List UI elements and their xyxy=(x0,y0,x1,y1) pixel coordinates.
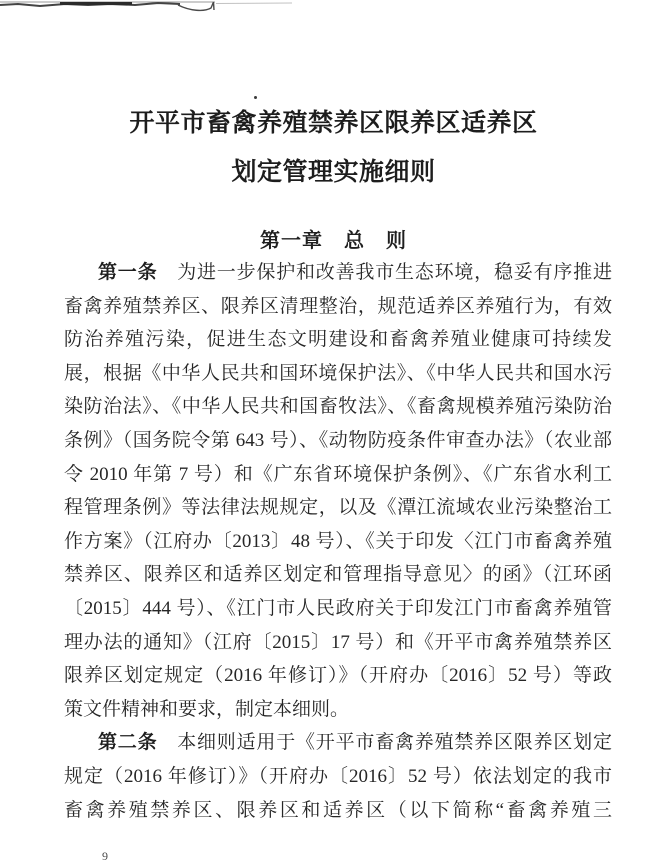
body-line: 第一条 为进一步保护和改善我市生态环境，稳妥有序推进 xyxy=(98,262,612,283)
document-title-line2: 划定管理实施细则 xyxy=(231,158,436,186)
body-line: 第二条 本细则适用于《开平市畜禽养殖禁养区限养区划定 xyxy=(98,732,612,754)
article-label: 第一条 xyxy=(98,262,158,283)
body-line: 展，根据《中华人民共和国环境保护法》、《中华人民共和国水污 xyxy=(64,362,612,384)
body-line: 作方案》（江府办〔2013〕48 号）、《关于印发〈江门市畜禽养殖 xyxy=(64,530,612,552)
scan-edge-artifact xyxy=(0,0,310,18)
body-line: 限养区划定规定（2016 年修订）》（开府办〔2016〕52 号）等政 xyxy=(64,665,612,687)
scan-speck xyxy=(254,96,257,99)
body-line: 条例》（国务院令第 643 号）、《动物防疫条件审查办法》（农业部 xyxy=(64,429,612,451)
body-line: 禁养区、限养区和适养区划定和管理指导意见〉的函》（江环函 xyxy=(64,564,612,586)
body-line: 畜禽养殖禁养区、限养区清理整治，规范适养区养殖行为，有效 xyxy=(64,295,612,317)
document-body xyxy=(64,256,612,827)
body-line: 令 2010 年第 7 号）和《广东省环境保护条例》、《广东省水利工 xyxy=(64,463,612,485)
body-line: 染防治法》、《中华人民共和国畜牧法》、《畜禽规模养殖污染防治 xyxy=(64,396,612,418)
body-line: 策文件精神和要求，制定本细则。 xyxy=(64,698,350,720)
body-line: 规定（2016 年修订）》（开府办〔2016〕52 号）依法划定的我市 xyxy=(64,765,612,787)
body-line: 程管理条例》等法律法规规定，以及《潭江流域农业污染整治工 xyxy=(64,497,612,519)
body-line: 〔2015〕444 号）、《江门市人民政府关于印发江门市畜禽养殖管 xyxy=(64,597,612,619)
chapter-heading: 第一章 总 则 xyxy=(260,230,407,252)
document-title-line1: 开平市畜禽养殖禁养区限养区适养区 xyxy=(129,109,538,137)
body-line: 畜禽养殖禁养区、限养区和适养区（以下简称“畜禽养殖三 xyxy=(64,799,612,821)
body-line: 理办法的通知》（江府〔2015〕17 号）和《开平市禽养殖禁养区 xyxy=(64,631,612,653)
page-number-fragment: 9 xyxy=(102,849,108,863)
body-line: 防治养殖污染，促进生态文明建设和畜禽养殖业健康可持续发 xyxy=(64,329,612,351)
article-label: 第二条 xyxy=(98,732,158,754)
